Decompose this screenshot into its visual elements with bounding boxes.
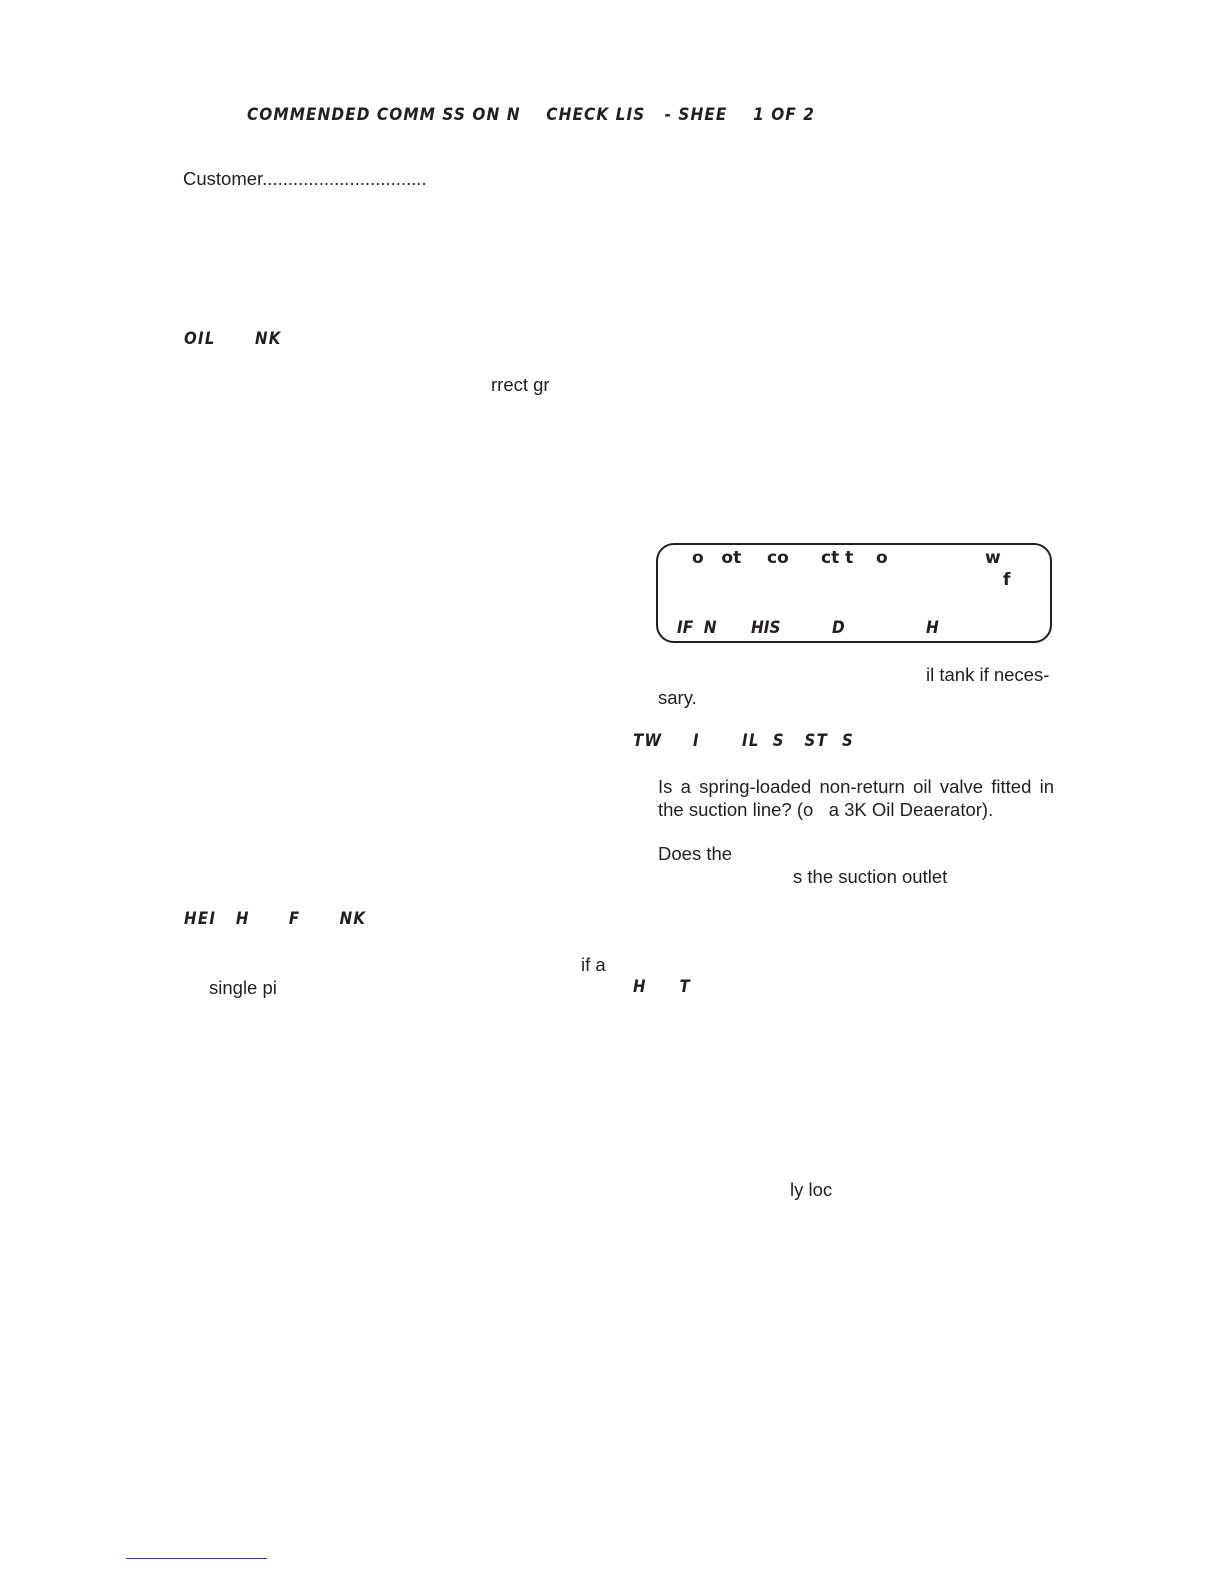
notice-line2: f [1003, 570, 1011, 590]
page-title: COMMENDED COMM SS ON N CHECK LIS - SHEE 1 OF 2 [247, 105, 815, 125]
height-of-tank-heading: HEI H F NK [184, 909, 367, 929]
right-column-heading-fragment: H T [633, 977, 692, 997]
two-pipe-heading-part1: TW [633, 731, 663, 751]
tank-note-line1: il tank if neces- [926, 664, 1050, 685]
notice-line1-part2: co [767, 548, 789, 568]
two-pipe-question1-line1: Is a spring-loaded non-return oil valve fitted in [658, 776, 1054, 797]
notice-line3-part2: HIS [751, 618, 781, 638]
notice-line1-part4: o [876, 548, 888, 568]
notice-line1-part1: o ot [692, 548, 742, 568]
footnote-divider [126, 1558, 267, 1559]
height-text-fragment-if: if a [581, 954, 606, 975]
notice-line3-part3: D [832, 618, 845, 638]
two-pipe-question2-line1: Does the [658, 843, 733, 864]
notice-line1-part5: w [985, 548, 1001, 568]
two-pipe-question1-line2: the suction line? (o a 3K Oil Deaerator). [658, 799, 994, 820]
oil-tank-text-fragment: rrect gr [491, 374, 550, 395]
notice-line3-part4: H [926, 618, 939, 638]
customer-field: Customer................................ [183, 168, 427, 189]
two-pipe-heading-part3: IL S ST [742, 731, 829, 751]
notice-line1-part3: ct t [821, 548, 854, 568]
tank-note-line2: sary. [658, 687, 697, 708]
two-pipe-heading-part4: S [842, 731, 855, 751]
oil-tank-heading: OIL NK [184, 329, 282, 349]
two-pipe-question2-line2: s the suction outlet [793, 866, 948, 887]
notice-line3-part1: IF N [677, 618, 717, 638]
height-text-fragment-single: single pi [209, 977, 277, 998]
text-fragment-lyloc: ly loc [790, 1179, 833, 1200]
two-pipe-heading-part2: I [693, 731, 700, 751]
